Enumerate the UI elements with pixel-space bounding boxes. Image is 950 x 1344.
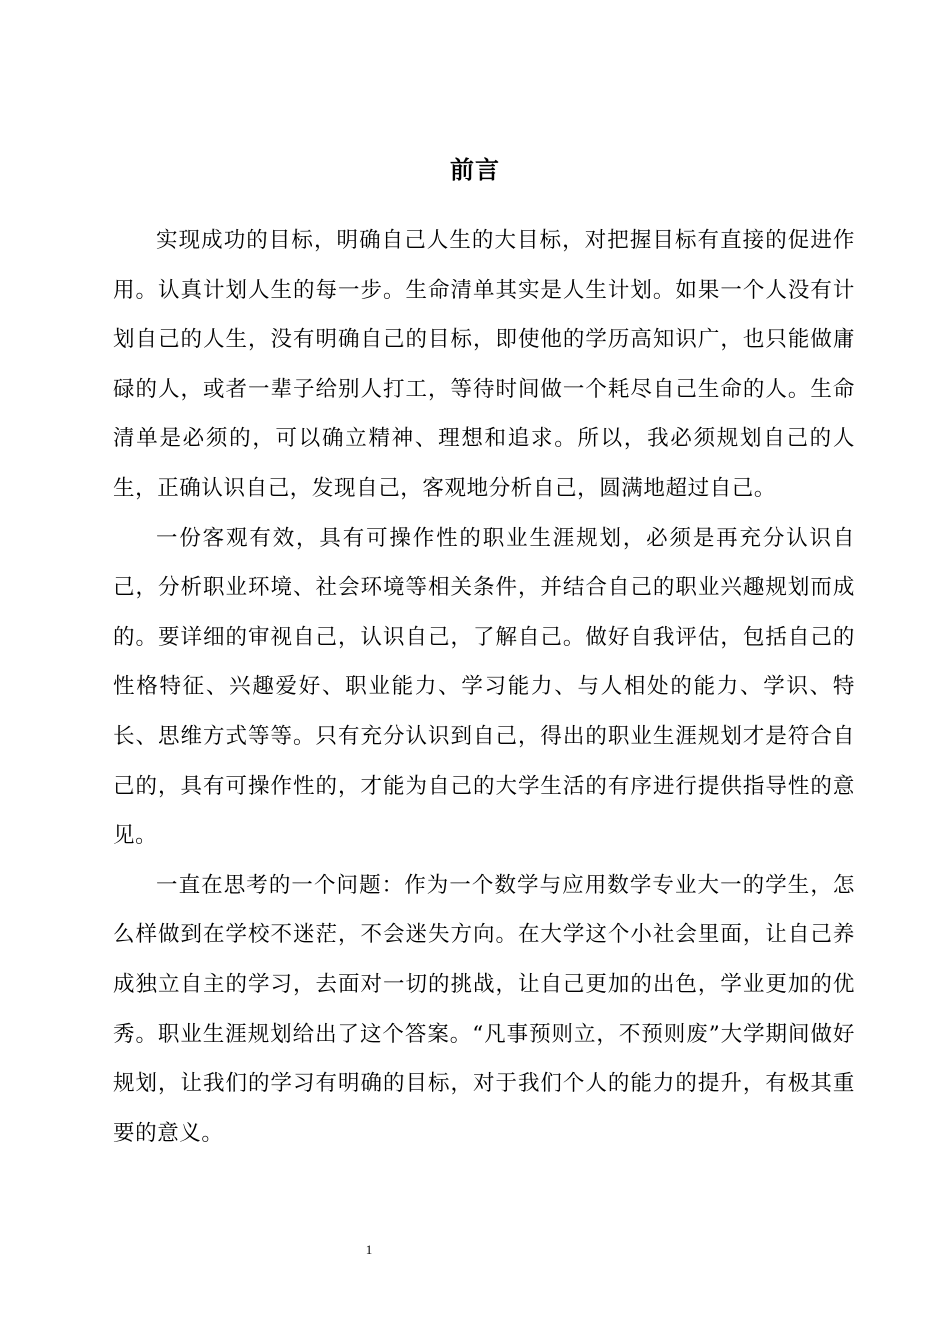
page-number: 1 bbox=[365, 1242, 373, 1257]
paragraph-2: 一份客观有效，具有可操作性的职业生涯规划，必须是再充分认识自己，分析职业环境、社会环境等相关条件，并结合自己的职业兴趣规划而成的。要详细的审视自己，认识自己，了解自己。做好自我评估，包括自己的性格特征、兴趣爱好、职业能力、学习能力、与人相处的能力、学识、特长、思维方式等等。只有充分认识到自己，得出的职业生涯规划才是符合自己的，具有可操作性的，才能为自己的大学生活的有序进行提供指导性的意见。 bbox=[113, 525, 855, 849]
page-title: 前言 bbox=[450, 156, 500, 184]
paragraph-3: 一直在思考的一个问题：作为一个数学与应用数学专业大一的学生，怎么样做到在学校不迷茫，不会迷失方向。在大学这个小社会里面，让自己养成独立自主的学习，去面对一切的挑战，让自己更加的出色，学业更加的优秀。职业生涯规划给出了这个答案。“凡事预则立，不预则废”大学期间做好规划，让我们的学习有明确的目标，对于我们个人的能力的提升，有极其重要的意义。 bbox=[113, 872, 855, 1146]
body-text bbox=[113, 216, 855, 1158]
paragraph-1: 实现成功的目标，明确自己人生的大目标，对把握目标有直接的促进作用。认真计划人生的每一步。生命清单其实是人生计划。如果一个人没有计划自己的人生，没有明确自己的目标，即使他的学历高知识广，也只能做庸碌的人，或者一辈子给别人打工，等待时间做一个耗尽自己生命的人。生命清单是必须的，可以确立精神、理想和追求。所以，我必须规划自己的人生，正确认识自己，发现自己，客观地分析自己，圆满地超过自己。 bbox=[113, 228, 855, 501]
